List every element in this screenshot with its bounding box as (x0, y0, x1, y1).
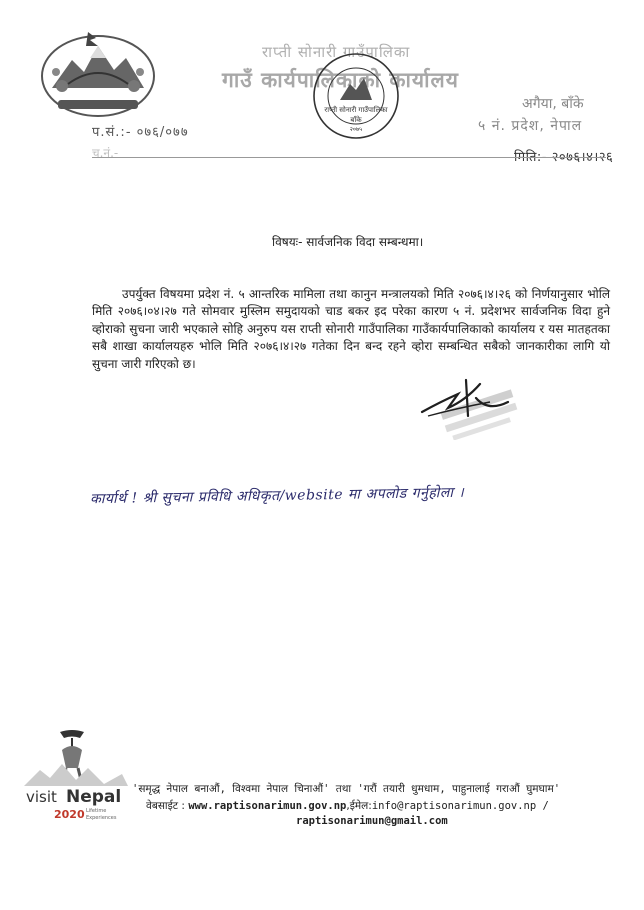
seal-num: २०७५ (349, 126, 363, 133)
signature-icon (418, 372, 526, 426)
seal-sub: बाँके (350, 116, 362, 124)
footer-contact (146, 799, 549, 813)
email-link-2[interactable]: raptisonarimun@gmail.com (296, 815, 448, 827)
letter-body: उपर्युक्त विषयमा प्रदेश नं. ५ आन्तरिक मामिला तथा कानुन मन्त्रालयको मिति २०७६।४।२६ को निर्णयानुसार भोलि मिति २०७६।०४।२७ गते सोमवार मुस्लिम समुदायको चाड बकर इद परेका कारण ५ नं. प्रदेशभर सार्वजनिक विदा हुने व्होराको सुचना जारी भएकाले सोहि अनुरुप यस राप्ती सोनारी गाउँपालिका गाउँकार्यपालिकाको कार्यालय र यस मातहतका सबै शाखा कार्यालयहरु भोलि मिति २०७६।४।२७ गतेका दिन बन्द रहने व्होरा सम्बन्धित सबैको जानकारीका लागि यो सुचना जारी गरिएको छ। (92, 287, 610, 371)
tag-lifetime: Lifetime (86, 808, 107, 814)
website-label: वेबसाईट : (146, 800, 185, 812)
visit-word: visit (26, 788, 57, 806)
tag-experiences: Experiences (86, 815, 117, 821)
address-line-1: अगैया, बाँके (522, 96, 584, 112)
letter-subject: विषयः- सार्वजनिक विदा सम्बन्धमा। (272, 235, 424, 249)
visit-nepal-2020-logo (22, 728, 130, 824)
letter-number: प.सं.:- ०७६/०७७ (92, 125, 189, 140)
address-line-2: ५ नं. प्रदेश, नेपाल (478, 118, 583, 134)
year-word: 2020 (54, 808, 85, 821)
office-seal-icon (310, 50, 402, 142)
org-name: राप्ती सोनारी गाउँपालिका (262, 43, 411, 61)
nepal-word: Nepal (66, 787, 122, 807)
handwritten-remark: कार्यार्थ ! श्री सुचना प्रविधि अधिकृत/website मा अपलोड गर्नुहोला । (89, 484, 465, 508)
footer-slogan: 'समृद्ध नेपाल बनाऔं, विश्वमा नेपाल चिनाऔं' तथा 'गरौं तयारी धुमधाम, पाहुनालाई गराऔं घुमघाम' (132, 783, 561, 795)
email-label: ,ईमेल: (346, 800, 372, 812)
seal-text: राप्ती सोनारी गाउँपालिका (324, 106, 388, 114)
website-link[interactable]: www.raptisonarimun.gov.np (188, 800, 347, 812)
header-divider (92, 157, 606, 158)
email-link-1[interactable]: info@raptisonarimun.gov.np / (371, 800, 549, 812)
dispatch-number: च.नं.- (92, 146, 119, 160)
office-title: गाउँ कार्यपालिकाको कार्यालय (222, 68, 459, 92)
letter-date: मिति:- २०७६।४।२६ (514, 150, 614, 165)
nepal-emblem-icon (38, 28, 158, 120)
